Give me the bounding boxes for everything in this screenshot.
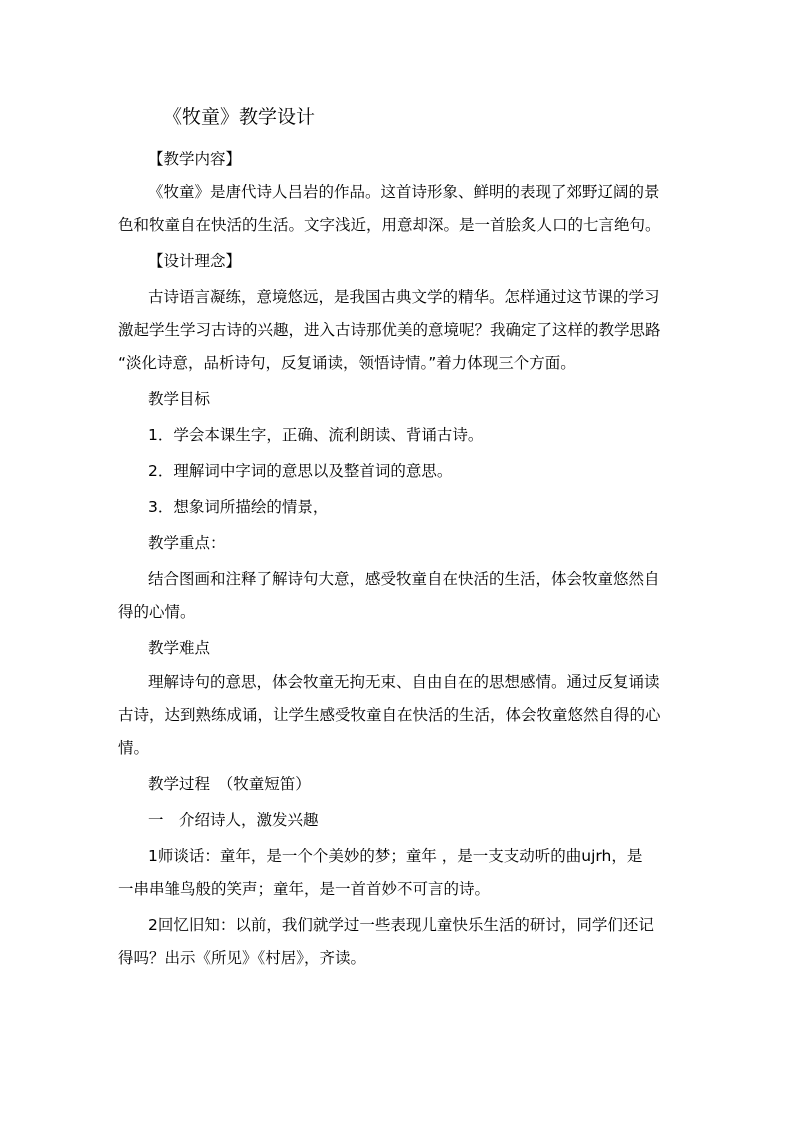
paragraph-line: 古诗，达到熟练成诵，让学生感受牧童自在快活的生活，体会牧童悠然自得的心 (118, 706, 661, 724)
section-heading-process: 教学过程 （牧童短笛） (148, 775, 311, 793)
section-heading-goals: 教学目标 (148, 390, 211, 408)
paragraph-line: “淡化诗意，品析诗句，反复诵读，领悟诗情。”着力体现三个方面。 (118, 354, 576, 372)
process-step: 一 介绍诗人，激发兴趣 (148, 811, 319, 829)
paragraph-line: 得的心情。 (118, 603, 196, 621)
paragraph-line: 色和牧童自在快活的生活。文字浅近，用意却深。是一首脍炙人口的七言绝句。 (118, 216, 661, 234)
paragraph-line: 情。 (118, 739, 150, 757)
paragraph-line: 1师谈话：童年，是一个个美妙的梦；童年 ，是一支支动听的曲ujrh，是 (148, 847, 643, 865)
paragraph-line: 《牧童》是唐代诗人吕岩的作品。这首诗形象、鲜明的表现了郊野辽阔的景 (148, 183, 660, 201)
paragraph-line: 结合图画和注释了解诗句大意，感受牧童自在快活的生活，体会牧童悠然自 (148, 570, 660, 588)
document-body (118, 143, 678, 975)
paragraph-line: 得吗？出示《所见》《村居》，齐读。 (118, 949, 367, 967)
goal-item: 2．理解词中字词的意思以及整首词的意思。 (148, 462, 453, 480)
paragraph-line: 理解诗句的意思，体会牧童无拘无束、自由自在的思想感情。通过反复诵读 (148, 673, 660, 691)
section-heading-key: 教学重点： (148, 534, 226, 552)
paragraph-line: 一串串雏鸟般的笑声；童年，是一首首妙不可言的诗。 (118, 880, 491, 898)
section-heading-content: 【教学内容】 (148, 150, 242, 168)
paragraph-line: 激起学生学习古诗的兴趣，进入古诗那优美的意境呢？我确定了这样的教学思路 (118, 321, 661, 339)
section-heading-difficulty: 教学难点 (148, 639, 211, 657)
goal-item: 1．学会本课生字，正确、流利朗读、背诵古诗。 (148, 426, 484, 444)
goal-item: 3．想象词所描绘的情景， (148, 498, 329, 516)
paragraph-line: 2回忆旧知：以前，我们就学过一些表现儿童快乐生活的研讨，同学们还记 (148, 916, 654, 934)
document-title: 《牧童》教学设计 (163, 106, 316, 128)
paragraph-line: 古诗语言凝练，意境悠远，是我国古典文学的精华。怎样通过这节课的学习 (148, 288, 660, 306)
section-heading-concept: 【设计理念】 (148, 252, 242, 270)
